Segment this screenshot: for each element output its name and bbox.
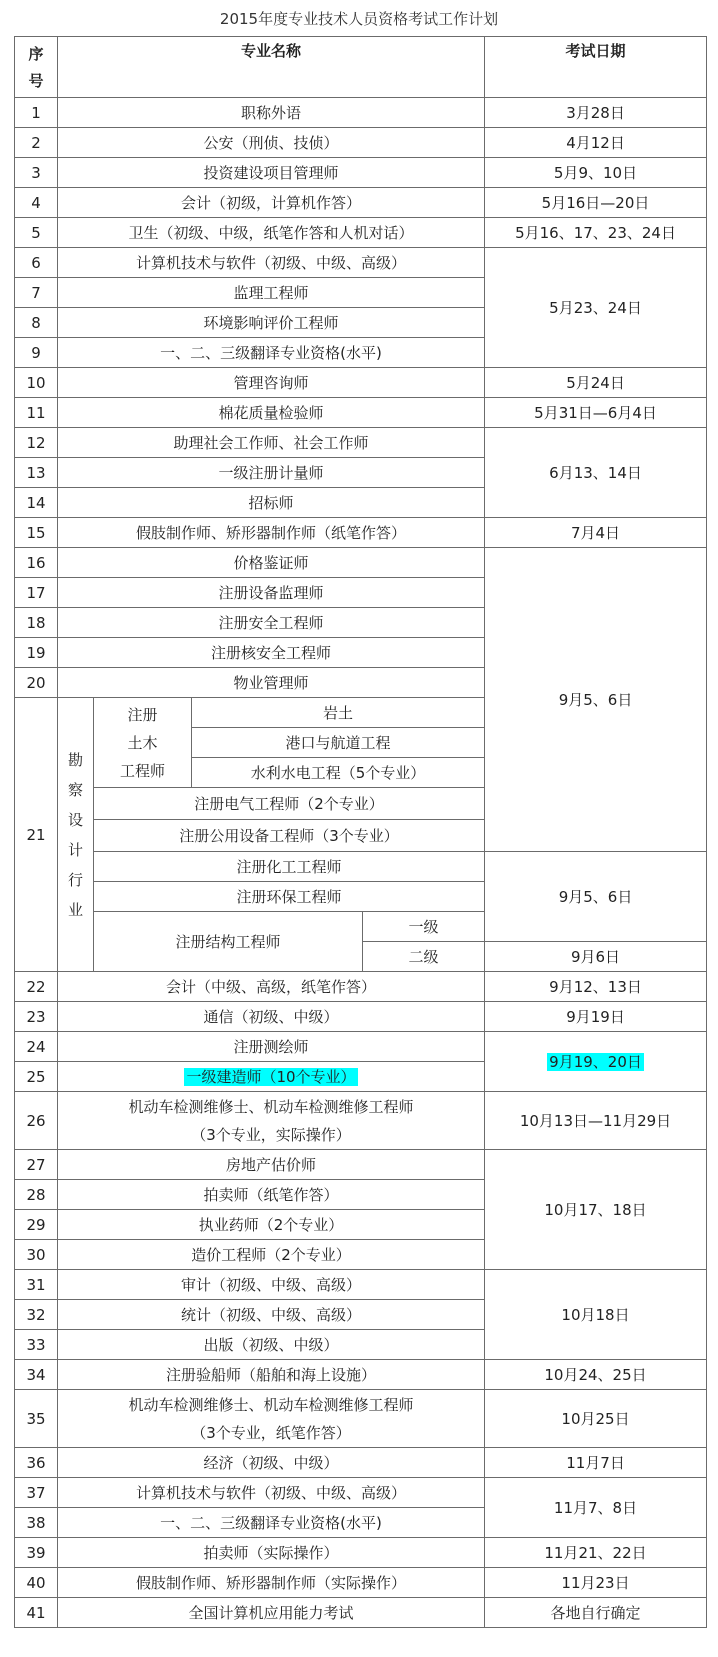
row-date: 9月5、6日 <box>485 548 707 852</box>
row-number: 38 <box>15 1508 58 1538</box>
row-number: 33 <box>15 1330 58 1360</box>
row-number: 20 <box>15 668 58 698</box>
row-name: 房地产估价师 <box>58 1150 485 1180</box>
row-number: 12 <box>15 428 58 458</box>
row-name: 出版（初级、中级） <box>58 1330 485 1360</box>
civil-line-2: 土木 <box>127 733 158 752</box>
row-date: 7月4日 <box>485 518 707 548</box>
row-name: 计算机技术与软件（初级、中级、高级） <box>58 248 485 278</box>
row-name: 助理社会工作师、社会工作师 <box>58 428 485 458</box>
table-row <box>15 248 707 278</box>
row-number: 16 <box>15 548 58 578</box>
table-row <box>15 1568 707 1598</box>
row-date: 9月19日 <box>485 1002 707 1032</box>
row-name: 注册验船师（船舶和海上设施） <box>58 1360 485 1390</box>
env-engineer: 注册环保工程师 <box>94 882 485 912</box>
row-date: 5月31日—6月4日 <box>485 398 707 428</box>
header-date: 考试日期 <box>485 37 707 98</box>
row-number: 7 <box>15 278 58 308</box>
table-row <box>15 368 707 398</box>
row-number: 5 <box>15 218 58 248</box>
row-number: 36 <box>15 1448 58 1478</box>
chemical-engineer: 注册化工工程师 <box>94 852 485 882</box>
row-name: 一、二、三级翻译专业资格(水平) <box>58 1508 485 1538</box>
row-number: 17 <box>15 578 58 608</box>
row-number: 18 <box>15 608 58 638</box>
row-number: 41 <box>15 1598 58 1628</box>
row-number: 21 <box>15 698 58 972</box>
row-number: 28 <box>15 1180 58 1210</box>
table-row <box>15 1598 707 1628</box>
row-date: 4月12日 <box>485 128 707 158</box>
row-name: 职称外语 <box>58 98 485 128</box>
highlighted-date: 9月19、20日 <box>549 1052 642 1071</box>
row-date: 9月5、6日 <box>485 852 707 942</box>
row-name: 拍卖师（实际操作） <box>58 1538 485 1568</box>
row-date: 9月12、13日 <box>485 972 707 1002</box>
electrical-engineer: 注册电气工程师（2个专业） <box>94 788 485 820</box>
table-row <box>15 518 707 548</box>
row-date: 10月24、25日 <box>485 1360 707 1390</box>
level-one: 一级 <box>363 912 485 942</box>
row-number: 15 <box>15 518 58 548</box>
table-header-row <box>15 37 707 98</box>
row-name: 环境影响评价工程师 <box>58 308 485 338</box>
row-date: 11月7、8日 <box>485 1478 707 1538</box>
row-number: 25 <box>15 1062 58 1092</box>
row-date: 6月13、14日 <box>485 428 707 518</box>
table-row <box>15 1002 707 1032</box>
row-number: 2 <box>15 128 58 158</box>
row-number: 40 <box>15 1568 58 1598</box>
table-row <box>15 1270 707 1300</box>
table-row <box>15 1478 707 1508</box>
row-date: 11月21、22日 <box>485 1538 707 1568</box>
row-name: 棉花质量检验师 <box>58 398 485 428</box>
row-name-line-2: （3个专业，纸笔作答） <box>191 1423 351 1442</box>
row-name: 拍卖师（纸笔作答） <box>58 1180 485 1210</box>
row-date: 5月23、24日 <box>485 248 707 368</box>
page-title: 2015年度专业技术人员资格考试工作计划 <box>219 10 499 28</box>
row-number: 30 <box>15 1240 58 1270</box>
row-name: 注册设备监理师 <box>58 578 485 608</box>
civil-line-3: 工程师 <box>119 761 165 780</box>
row-name: 经济（初级、中级） <box>58 1448 485 1478</box>
header-name: 专业名称 <box>58 37 485 98</box>
civil-item: 港口与航道工程 <box>192 728 485 758</box>
row-number: 9 <box>15 338 58 368</box>
row-date: 10月17、18日 <box>485 1150 707 1270</box>
row-name: 假肢制作师、矫形器制作师（实际操作） <box>58 1568 485 1598</box>
row-name: 通信（初级、中级） <box>58 1002 485 1032</box>
row-number: 23 <box>15 1002 58 1032</box>
row-number: 19 <box>15 638 58 668</box>
row-number: 1 <box>15 98 58 128</box>
row-number: 10 <box>15 368 58 398</box>
table-row <box>15 428 707 458</box>
table-row <box>15 1390 707 1448</box>
row-number: 8 <box>15 308 58 338</box>
row-name-line-1: 机动车检测维修士、机动车检测维修工程师 <box>128 1097 414 1116</box>
row-name: 公安（刑侦、技侦） <box>58 128 485 158</box>
row-number: 11 <box>15 398 58 428</box>
row-number: 35 <box>15 1390 58 1448</box>
row-date: 5月24日 <box>485 368 707 398</box>
row-name: 统计（初级、中级、高级） <box>58 1300 485 1330</box>
table-row <box>15 158 707 188</box>
table-row <box>15 548 707 578</box>
row-date: 9月6日 <box>485 942 707 972</box>
row-number: 3 <box>15 158 58 188</box>
table-row <box>15 188 707 218</box>
row-date: 10月25日 <box>485 1390 707 1448</box>
table-row <box>15 972 707 1002</box>
row-name: 一、二、三级翻译专业资格(水平) <box>58 338 485 368</box>
row-date: 10月13日—11月29日 <box>485 1092 707 1150</box>
row-name: 注册测绘师 <box>58 1032 485 1062</box>
highlighted-name: 一级建造师（10个专业） <box>186 1067 356 1086</box>
row-name <box>58 1062 485 1092</box>
row-name: 造价工程师（2个专业） <box>58 1240 485 1270</box>
row-number: 32 <box>15 1300 58 1330</box>
table-row <box>15 1092 707 1150</box>
row-name: 计算机技术与软件（初级、中级、高级） <box>58 1478 485 1508</box>
level-two: 二级 <box>363 942 485 972</box>
table-row <box>15 1538 707 1568</box>
row-date: 各地自行确定 <box>485 1598 707 1628</box>
row-number: 22 <box>15 972 58 1002</box>
row-name: 一级注册计量师 <box>58 458 485 488</box>
row-name-line-2: （3个专业，实际操作） <box>191 1125 351 1144</box>
row-name <box>58 1390 485 1448</box>
row-date: 5月9、10日 <box>485 158 707 188</box>
row-name: 管理咨询师 <box>58 368 485 398</box>
row-number: 27 <box>15 1150 58 1180</box>
civil-line-1: 注册 <box>127 705 158 724</box>
table-row <box>15 852 707 882</box>
row-number: 13 <box>15 458 58 488</box>
table-row <box>15 1448 707 1478</box>
row-name: 会计（中级、高级，纸笔作答） <box>58 972 485 1002</box>
table-row <box>15 128 707 158</box>
table-row <box>15 1150 707 1180</box>
row-name: 执业药师（2个专业） <box>58 1210 485 1240</box>
row-date <box>485 1032 707 1092</box>
table-row <box>15 218 707 248</box>
exam-schedule-table <box>14 36 707 1628</box>
row-number: 4 <box>15 188 58 218</box>
row-name: 物业管理师 <box>58 668 485 698</box>
row-name: 价格鉴证师 <box>58 548 485 578</box>
row-number: 14 <box>15 488 58 518</box>
civil-item: 岩土 <box>192 698 485 728</box>
row-name: 假肢制作师、矫形器制作师（纸笔作答） <box>58 518 485 548</box>
row-number: 26 <box>15 1092 58 1150</box>
row-name: 卫生（初级、中级，纸笔作答和人机对话） <box>58 218 485 248</box>
table-row <box>15 1032 707 1062</box>
row-number: 6 <box>15 248 58 278</box>
row-number: 24 <box>15 1032 58 1062</box>
row-name: 全国计算机应用能力考试 <box>58 1598 485 1628</box>
row-name-line-1: 机动车检测维修士、机动车检测维修工程师 <box>128 1395 414 1414</box>
row-name: 会计（初级，计算机作答） <box>58 188 485 218</box>
row-name: 注册核安全工程师 <box>58 638 485 668</box>
row-name: 监理工程师 <box>58 278 485 308</box>
row-date: 5月16、17、23、24日 <box>485 218 707 248</box>
civil-item: 水利水电工程（5个专业） <box>192 758 485 788</box>
row-date: 3月28日 <box>485 98 707 128</box>
structural-engineer: 注册结构工程师 <box>94 912 363 972</box>
row-name <box>58 1092 485 1150</box>
row-date: 10月18日 <box>485 1270 707 1360</box>
row-number: 29 <box>15 1210 58 1240</box>
row-number: 34 <box>15 1360 58 1390</box>
table-row <box>15 398 707 428</box>
row-number: 31 <box>15 1270 58 1300</box>
row-date: 5月16日—20日 <box>485 188 707 218</box>
row-number: 37 <box>15 1478 58 1508</box>
utility-engineer: 注册公用设备工程师（3个专业） <box>94 820 485 852</box>
row-date: 11月23日 <box>485 1568 707 1598</box>
row-name: 注册安全工程师 <box>58 608 485 638</box>
industry-label: 勘 察 设 计 行 业 <box>58 698 94 972</box>
row-name: 审计（初级、中级、高级） <box>58 1270 485 1300</box>
header-seq: 序 号 <box>15 37 58 98</box>
row-number: 39 <box>15 1538 58 1568</box>
row-name: 投资建设项目管理师 <box>58 158 485 188</box>
civil-engineer-label <box>94 698 192 788</box>
row-date: 11月7日 <box>485 1448 707 1478</box>
table-row <box>15 98 707 128</box>
table-row <box>15 1360 707 1390</box>
row-name: 招标师 <box>58 488 485 518</box>
